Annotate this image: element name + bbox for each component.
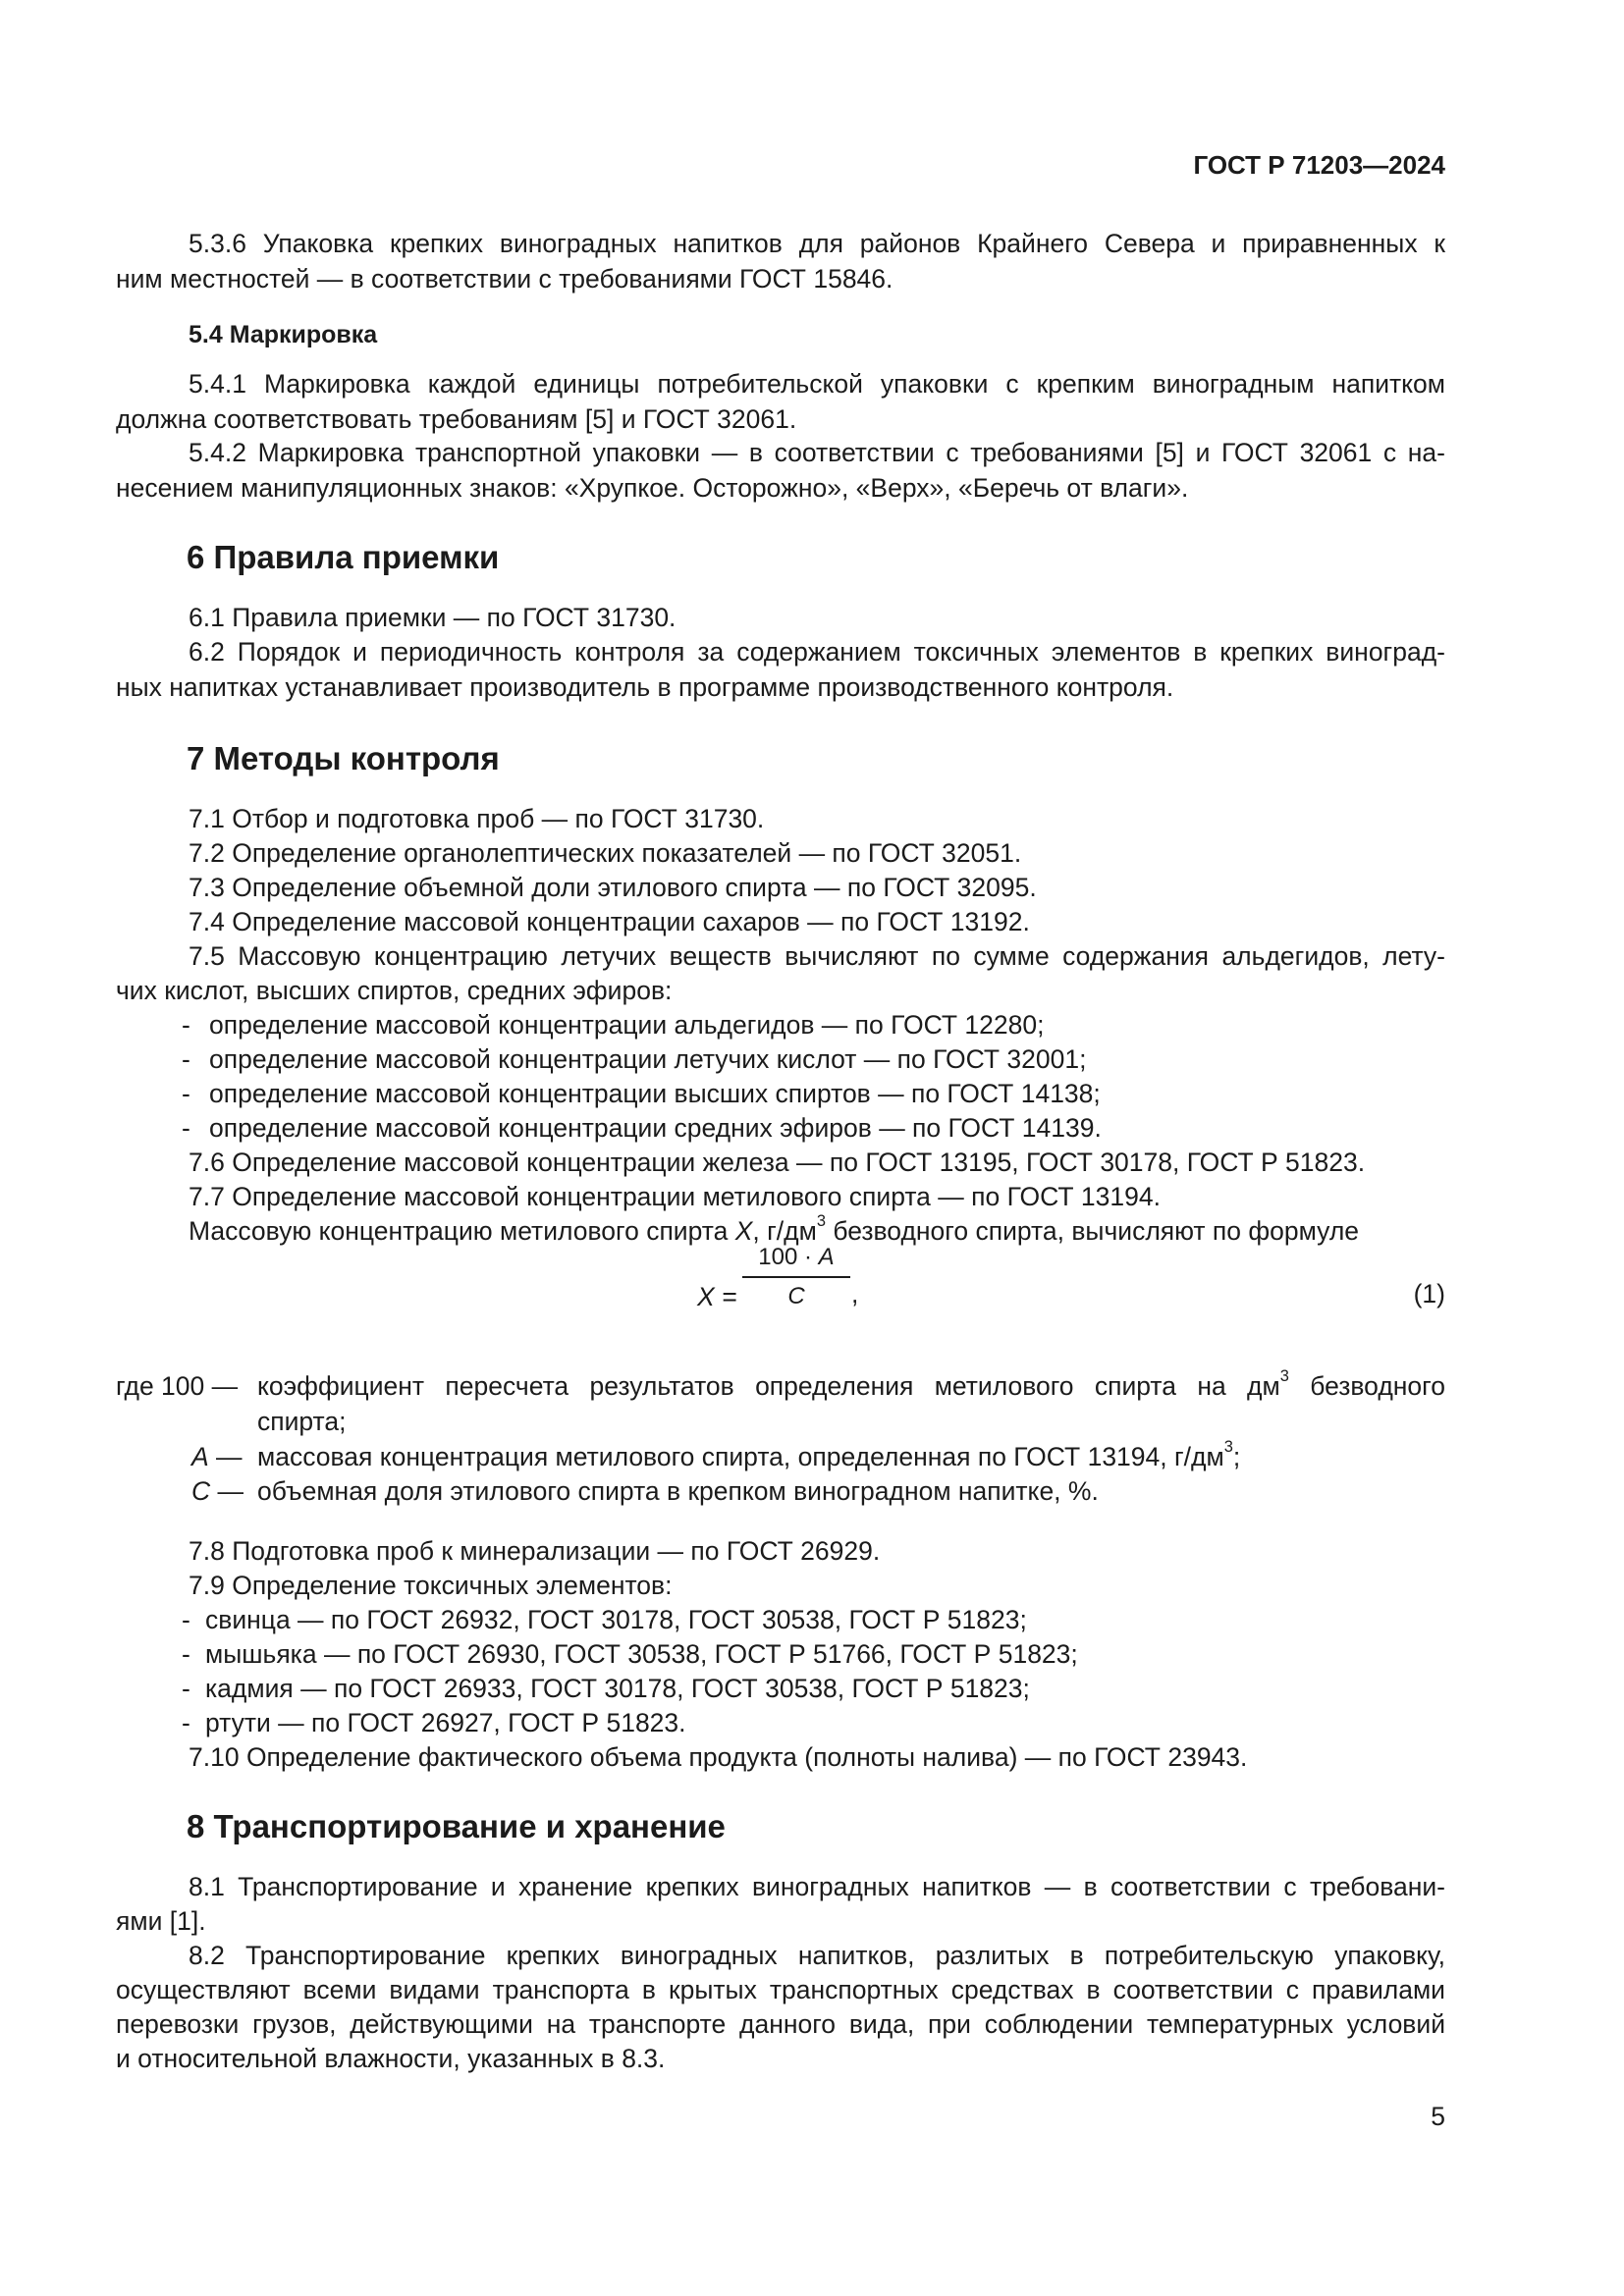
formula-intro: Массовую концентрацию метилового спирта X, $г/дм^3$ безводного спирта, вычисляют по формуле [189,1212,1360,1246]
where-item-a: массовая концентрация метилового спирта, определенная по ГОСТ 13194, $г/дм^3$; [257,1438,1241,1471]
paragraph-7-10: 7.10 Определение фактического объема продукта (полноты налива) — по ГОСТ 23943. [189,1742,1248,1772]
list-item: - мышьяка — по ГОСТ 26930, ГОСТ 30538, ГОСТ Р 51766, ГОСТ Р 51823; [182,1639,1078,1669]
list-item: - свинца — по ГОСТ 26932, ГОСТ 30178, ГОСТ 30538, ГОСТ Р 51823; [182,1605,1027,1634]
paragraph-5-4-1-line-1: 5.4.1 Маркировка каждой единицы потребительской упаковки с крепким виноградным напитком [189,369,1445,399]
paragraph-6-1: 6.1 Правила приемки — по ГОСТ 31730. [189,603,677,632]
paragraph-5-4-2-line-1: 5.4.2 Маркировка транспортной упаковки — в соответствии с требованиями [5] и ГОСТ 32061 с на- [189,438,1445,467]
paragraph-6-2-line-1: 6.2 Порядок и периодичность контроля за содержанием токсичных элементов в крепких виноград- [189,637,1445,667]
document-id-header: ГОСТ Р 71203—2024 [1193,150,1445,180]
where-var-a: A — [191,1442,243,1471]
formula-fraction [742,1243,850,1311]
where-item-c: объемная доля этилового спирта в крепком виноградном напитке, %. [257,1476,1099,1506]
list-item: - определение массовой концентрации средних эфиров — по ГОСТ 14139. [182,1113,1102,1143]
subsection-title-5-4: 5.4 Маркировка [189,321,378,348]
where-item-100-line-2: спирта; [257,1407,347,1436]
formula-number: (1) [1413,1279,1445,1308]
paragraph-7-7: 7.7 Определение массовой концентрации метилового спирта — по ГОСТ 13194. [189,1182,1161,1211]
list-item: - определение массовой концентрации летучих кислот — по ГОСТ 32001; [182,1044,1087,1074]
paragraph-7-4: 7.4 Определение массовой концентрации сахаров — по ГОСТ 13192. [189,907,1030,936]
paragraph-8-2-line-3: перевозки грузов, действующими на транспорте данного вида, при соблюдении температурных условий [116,2009,1445,2039]
paragraph-7-6: 7.6 Определение массовой концентрации железа — по ГОСТ 13195, ГОСТ 30178, ГОСТ Р 51823. [189,1148,1366,1177]
paragraph-7-5-line-1: 7.5 Массовую концентрацию летучих веществ вычисляют по сумме содержания альдегидов, лету- [189,941,1445,971]
formula-numerator: 100 · A [758,1244,835,1270]
where-item-100: коэффициент пересчета результатов определения метилового спирта на $дм^3$ безводного [257,1367,1445,1401]
paragraph-7-2: 7.2 Определение органолептических показателей — по ГОСТ 32051. [189,838,1022,868]
section-title-7: 7 Методы контроля [187,740,500,776]
fraction-bar [742,1276,850,1278]
list-item: - ртути — по ГОСТ 26927, ГОСТ Р 51823. [182,1708,686,1737]
formula-lhs: X = [697,1282,737,1311]
paragraph-5-3-6-line-1: 5.3.6 Упаковка крепких виноградных напитков для районов Крайнего Севера и приравненных к [189,229,1445,258]
paragraph-7-3: 7.3 Определение объемной доли этилового спирта — по ГОСТ 32095. [189,873,1037,902]
where-lead: где 100 — [116,1371,239,1401]
section-title-8: 8 Транспортирование и хранение [187,1808,726,1844]
list-item: - определение массовой концентрации высших спиртов — по ГОСТ 14138; [182,1079,1101,1108]
paragraph-5-4-2-line-2: несением манипуляционных знаков: «Хрупкое. Осторожно», «Верх», «Беречь от влаги». [116,473,1189,503]
paragraph-7-9: 7.9 Определение токсичных элементов: [189,1571,673,1600]
paragraph-8-2-line-1: 8.2 Транспортирование крепких виноградных напитков, разлитых в потребительскую упаковку, [189,1941,1445,1970]
paragraph-6-2-line-2: ных напитках устанавливает производитель в программе производственного контроля. [116,672,1174,702]
formula-comma: , [851,1279,859,1308]
section-title-6: 6 Правила приемки [187,539,500,575]
where-var-c: C — [191,1476,244,1506]
list-item: - определение массовой концентрации альдегидов — по ГОСТ 12280; [182,1010,1045,1040]
page-number: 5 [1431,2102,1445,2131]
list-item: - кадмия — по ГОСТ 26933, ГОСТ 30178, ГОСТ 30538, ГОСТ Р 51823; [182,1674,1030,1703]
paragraph-8-1-line-1: 8.1 Транспортирование и хранение крепких виноградных напитков — в соответствии с требовани- [189,1872,1445,1901]
formula-denominator: C [787,1283,805,1309]
paragraph-7-8: 7.8 Подготовка проб к минерализации — по ГОСТ 26929. [189,1536,881,1566]
paragraph-5-3-6-line-2: ним местностей — в соответствии с требованиями ГОСТ 15846. [116,264,893,294]
paragraph-8-2-line-2: осуществляют всеми видами транспорта в крытых транспортных средствах в соответствии с правилами [116,1975,1445,2004]
paragraph-8-1-line-2: ями [1]. [116,1906,206,1936]
paragraph-7-5-line-2: чих кислот, высших спиртов, средних эфиров: [116,976,673,1005]
paragraph-5-4-1-line-2: должна соответствовать требованиям [5] и ГОСТ 32061. [116,404,797,434]
paragraph-8-2-line-4: и относительной влажности, указанных в 8.3. [116,2044,666,2073]
paragraph-7-1: 7.1 Отбор и подготовка проб — по ГОСТ 31730. [189,804,765,833]
